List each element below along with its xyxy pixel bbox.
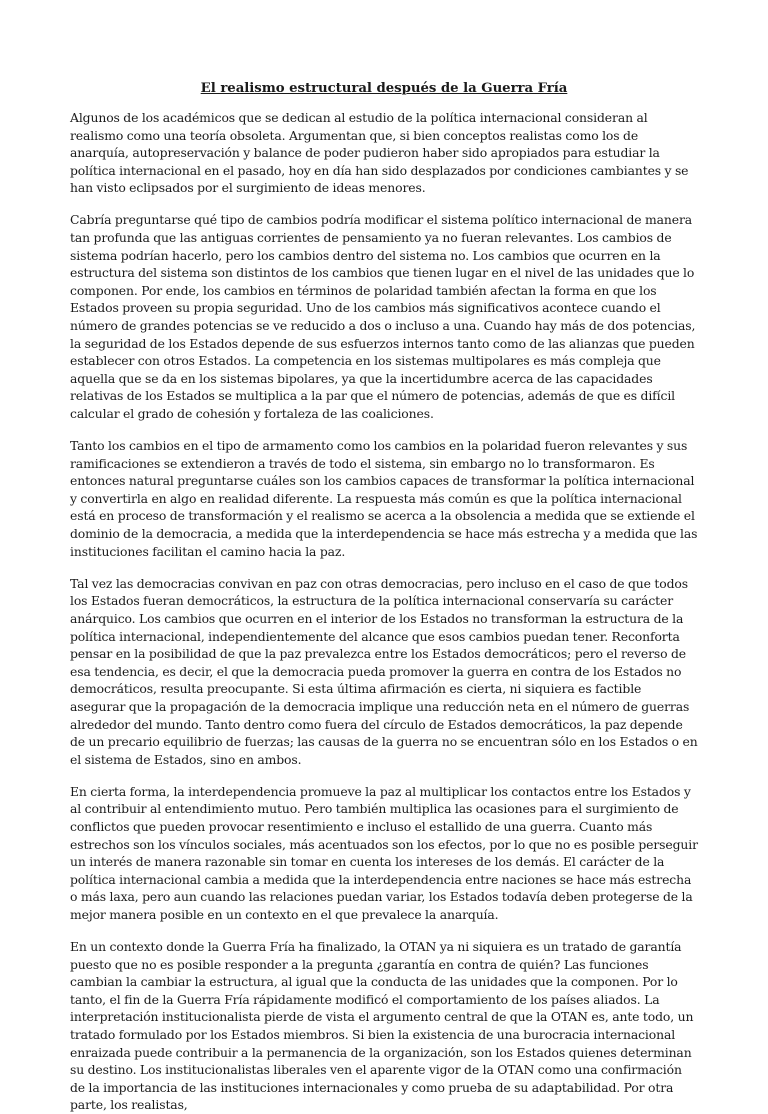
paragraph: En cierta forma, la interdependencia promueve la paz al multiplicar los contactos entre los Estados y al contribuir al entendimiento mutuo. Pero también multiplica las ocasiones para el surgimiento de conflictos que pueden provocar resentimiento e incluso el estallido de una guerra. Cuanto más estrechos son los vínculos sociales, más acentuados son los efectos, por lo que no es posible perseguir un interés de manera razonable sin tomar en cuenta los intereses de los demás. El carácter de la política internacional cambia a medida que la interdependencia entre naciones se hace más estrecha o más laxa, pero aun cuando las relaciones puedan variar, los Estados todavía deben protegerse de la mejor manera posible en un contexto en el que prevalece la anarquía. bbox=[70, 783, 698, 922]
paragraph: Tal vez las democracias convivan en paz con otras democracias, pero incluso en el caso de que todos los Estados fueran democráticos, la estructura de la política internacional conservaría su carácter anárquico. Los cambios que ocurren en el interior de los Estados no transforman la estructura de la política internacional, independientemente del alcance que esos cambios puedan tener. Reconforta pensar en la posibilidad de que la paz prevalezca entre los Estados democráticos; pero el reverso de esa tendencia, es decir, el que la democracia pueda promover la guerra en contra de los Estados no democráticos, resulta preocupante. Si esta última afirmación es cierta, ni siquiera es factible asegurar que la propagación de la democracia implique una reducción neta en el número de guerras alrededor del mundo. Tanto dentro como fuera del círculo de Estados democráticos, la paz depende de un precario equilibrio de fuerzas; las causas de la guerra no se encuentran sólo en los Estados o en el sistema de Estados, sino en ambos. bbox=[70, 575, 698, 767]
document-title: El realismo estructural después de la Guerra Fría bbox=[200, 81, 568, 96]
paragraph: Tanto los cambios en el tipo de armamento como los cambios en la polaridad fueron relevantes y sus ramificaciones se extendieron a través de todo el sistema, sin embargo no lo transformaron. Es entonces natural preguntarse cuáles son los cambios capaces de transformar la política internacional y convertirla en algo en realidad diferente. La respuesta más común es que la política internacional está en proceso de transformación y el realismo se acerca a la obsolencia a medida que se extiende el dominio de la democracia, a medida que la interdependencia se hace más estrecha y a medida que las instituciones facilitan el camino hacia la paz. bbox=[70, 438, 698, 559]
paragraph: En un contexto donde la Guerra Fría ha finalizado, la OTAN ya ni siquiera es un tratado de garantía puesto que no es posible responder a la pregunta ¿garantía en contra de quién? Las funciones cambian la cambiar la estructura, al igual que la conducta de las unidades que la componen. Por lo tanto, el fin de la Guerra Fría rápidamente modificó el comportamiento de los países aliados. La interpretación institucionalista pierde de vista el argumento central de que la OTAN es, ante todo, un tratado formulado por los Estados miembros. Si bien la existencia de una burocracia internacional enraizada puede contribuir a la permanencia de la organización, son los Estados quienes determinan su destino. Los institucionalistas liberales ven el aparente vigor de la OTAN como una confirmación de la importancia de las instituciones internacionales y como prueba de su adaptabilidad. Por otra parte, los realistas, bbox=[70, 939, 694, 1113]
paragraph: Algunos de los académicos que se dedican al estudio de la política internacional consideran al realismo como una teoría obsoleta. Argumentan que, si bien conceptos realistas como los de anarquía, autopreservación y balance de poder pudieron haber sido apropiados para estudiar la política internacional en el pasado, hoy en día han sido desplazados por condiciones cambiantes y se han visto eclipsados por el surgimiento de ideas menores. bbox=[70, 110, 689, 196]
paragraph: Cabría preguntarse qué tipo de cambios podría modificar el sistema político internacional de manera tan profunda que las antiguas corrientes de pensamiento ya no fueran relevantes. Los cambios de sistema podrían hacerlo, pero los cambios dentro del sistema no. Los cambios que ocurren en la estructura del sistema son distintos de los cambios que tienen lugar en el nivel de las unidades que lo componen. Por ende, los cambios en términos de polaridad también afectan la forma en que los Estados proveen su propia seguridad. Uno de los cambios más significativos acontece cuando el número de grandes potencias se ve reducido a dos o incluso a una. Cuando hay más de dos potencias, la seguridad de los Estados depende de sus esfuerzos internos tanto como de las alianzas que pueden establecer con otros Estados. La competencia en los sistemas multipolares es más compleja que aquella que se da en los sistemas bipolares, ya que la incertidumbre acerca de las capacidades relativas de los Estados se multiplica a la par que el número de potencias, además de que es difícil calcular el grado de cohesión y fortaleza de las coaliciones. bbox=[70, 212, 696, 421]
